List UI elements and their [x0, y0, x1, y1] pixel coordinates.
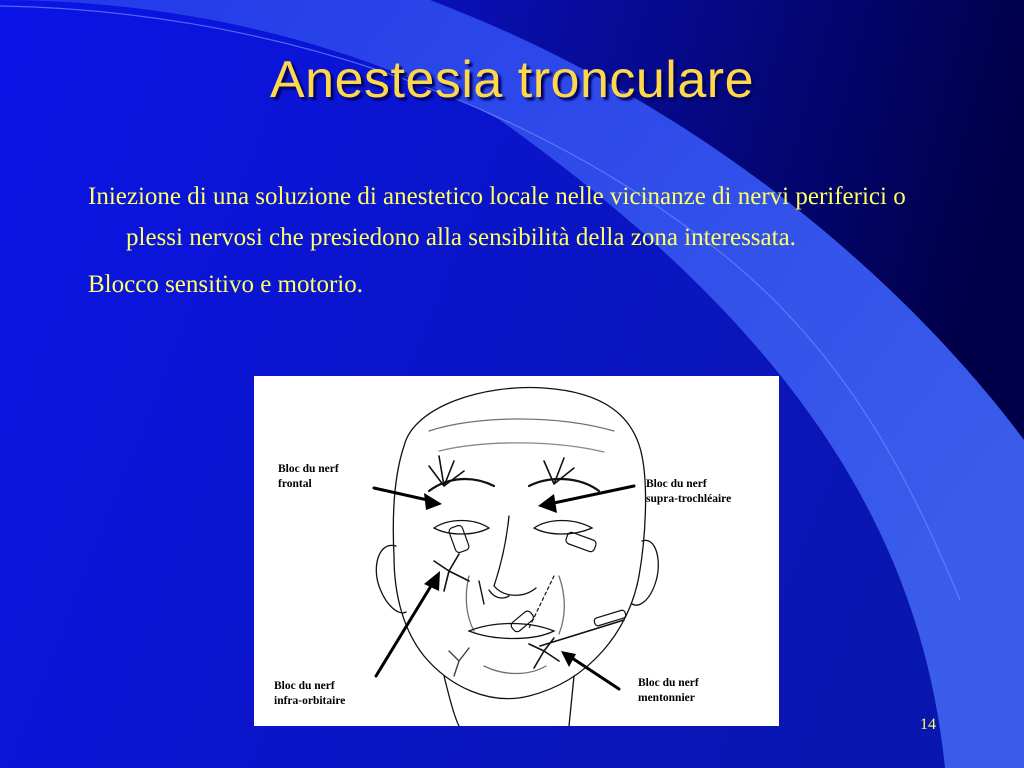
slide-title: Anestesia tronculare [269, 51, 755, 109]
paragraph-block-type: Blocco sensitivo e motorio. [88, 271, 363, 298]
label-infraorbital-nerve-block: Bloc du nerf infra-orbitaire [274, 680, 346, 707]
face-nerve-block-illustration [254, 376, 779, 726]
label-frontal-nerve-block: Bloc du nerf frontal [278, 463, 339, 490]
page-number: 14 [920, 716, 936, 733]
face-drawing [254, 376, 779, 726]
label-mental-nerve-block: Bloc du nerf mentonnier [638, 677, 699, 704]
paragraph-definition: Iniezione di una soluzione di anestetico locale nelle vicinanze di nervi periferici o plessi nervosi che presiedono alla sensibilità della zona interessata. [88, 183, 906, 251]
slide-body [88, 176, 948, 311]
label-supratrochlear-nerve-block: Bloc du nerf supra-trochléaire [646, 478, 732, 505]
